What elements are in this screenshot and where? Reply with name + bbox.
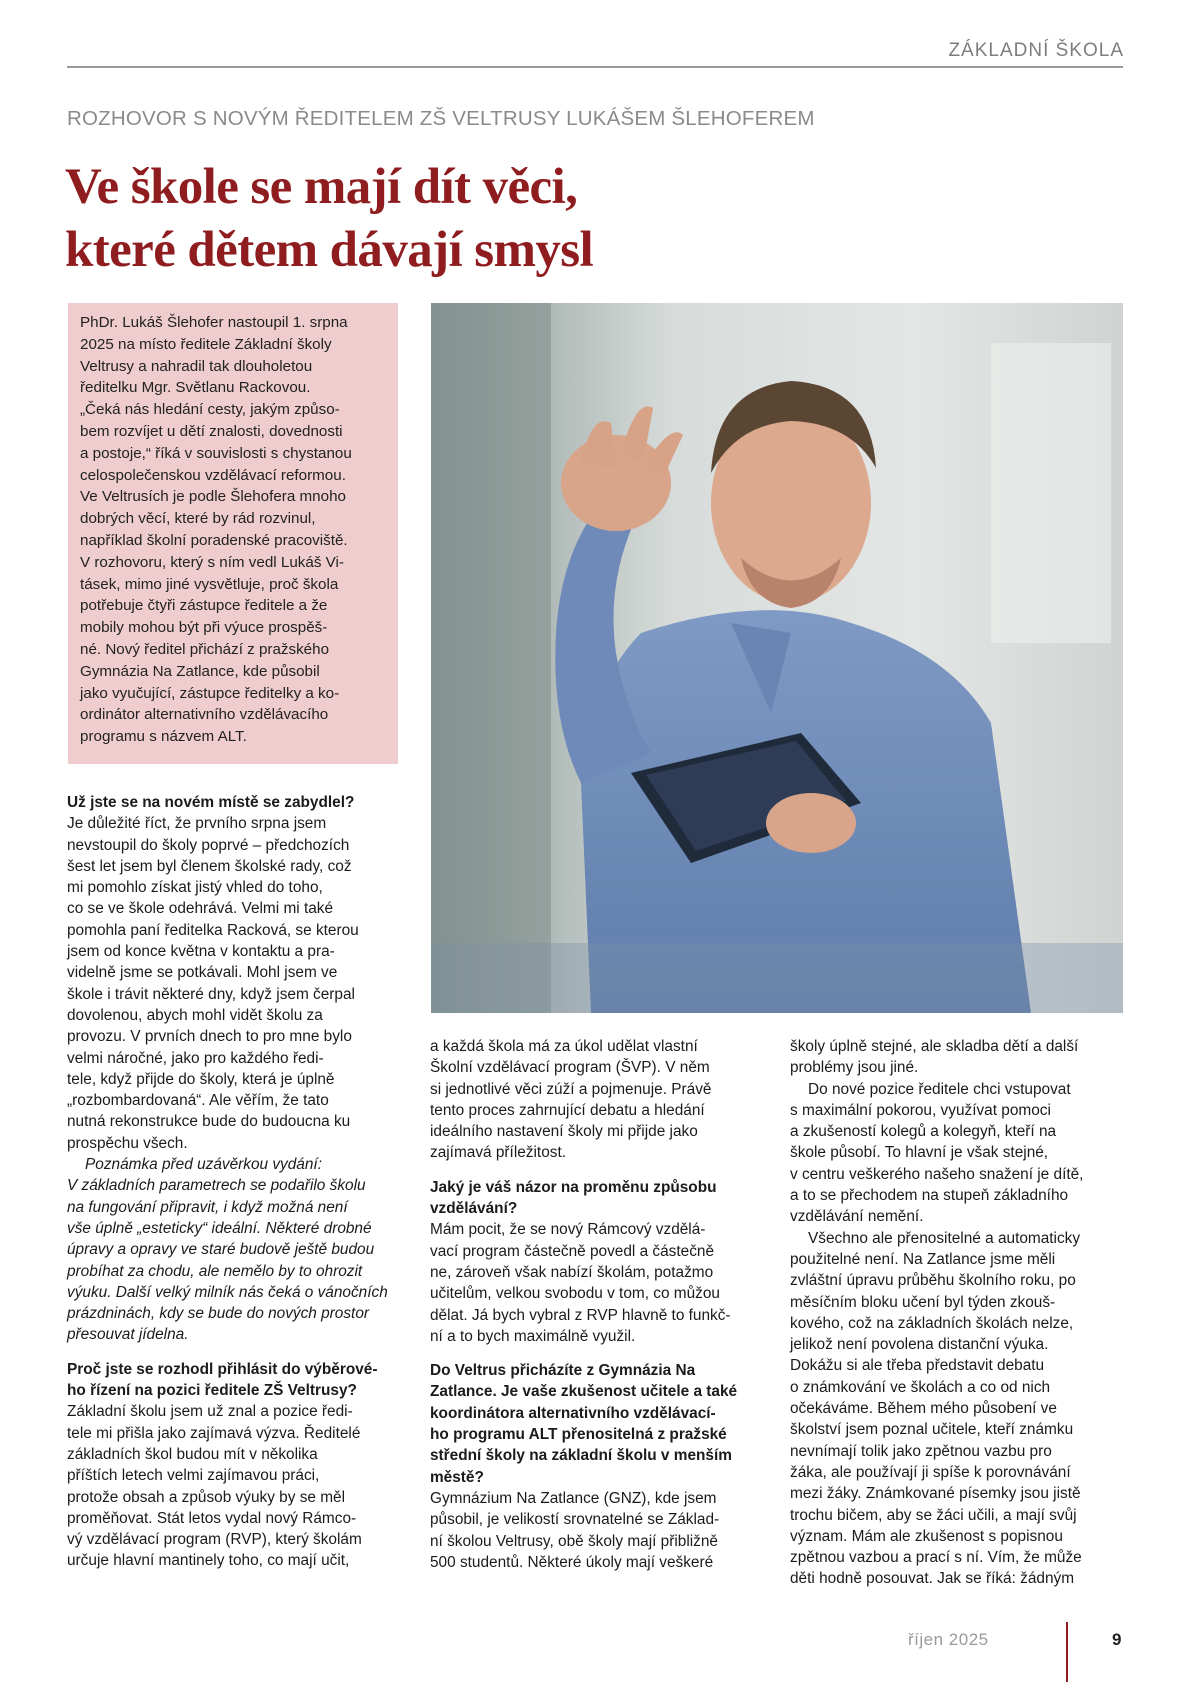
- body-line: videlně jsme se potkávali. Mohl jsem ve: [67, 964, 338, 982]
- body-line: protože obsah a způsob výuky by se měl: [67, 1488, 346, 1506]
- footer-date: říjen 2025: [908, 1630, 989, 1649]
- body-line: si jednotlivé věci zúží a pojmenuje. Právě: [430, 1080, 712, 1098]
- body-line: v centru veškerého našeho snažení je dítě,: [790, 1165, 1084, 1183]
- headline-line: které dětem dávají smysl: [65, 222, 594, 278]
- lead-line: celospolečenskou vzdělávací reformou.: [80, 466, 346, 484]
- lead-line: ordinátor alternativního vzdělávacího: [80, 706, 329, 724]
- body-line: vací program částečně povedl a částečně: [430, 1242, 715, 1260]
- paragraph-gap: [67, 1346, 405, 1359]
- lead-line: Veltrusy a nahradil tak dlouholetou: [80, 357, 313, 375]
- body-line: probíhat za chodu, ale nemělo by to ohrozit: [67, 1262, 363, 1280]
- body-line: ne, zároveň však nabízí školám, potažmo: [430, 1263, 714, 1281]
- body-line: proměňovat. Stát letos vydal nový Rámco-: [67, 1509, 357, 1527]
- headline-line: Ve škole se mají dít věci,: [65, 159, 578, 215]
- body-line: o známkování ve školách a co od nich: [790, 1378, 1051, 1396]
- lead-line: V rozhovoru, který s ním vedl Lukáš Vi-: [80, 553, 344, 571]
- body-line: zajímavá příležitost.: [430, 1144, 566, 1162]
- body-line: příštích letech velmi zajímavou práci,: [67, 1467, 320, 1485]
- body-line: Je důležité říct, že prvního srpna jsem: [67, 815, 327, 833]
- body-line: Poznámka před uzávěrkou vydání:: [85, 1156, 322, 1174]
- lead-line: Gymnázia Na Zatlance, kde působil: [80, 662, 320, 680]
- lead-line: například školní poradenské pracoviště.: [80, 531, 348, 549]
- lead-line: potřebuje čtyři zástupce ředitele a že: [80, 597, 328, 615]
- question-line: střední školy na základní školu v menším: [430, 1447, 732, 1465]
- body-line: úpravy a opravy ve staré budově ještě budou: [67, 1241, 375, 1259]
- body-line: prázdninách, kdy se bude do nových prostor: [67, 1305, 370, 1323]
- lead-line: ředitelku Mgr. Světlanu Rackovou.: [80, 379, 311, 397]
- question-line: Už jste se na novém místě se zabydlel?: [67, 794, 355, 811]
- body-line: mi pomohlo získat jistý vhled do toho,: [67, 879, 323, 897]
- body-line: Školní vzdělávací program (ŠVP). V něm: [430, 1059, 710, 1077]
- question-line: Jaký je váš názor na proměnu způsobu: [430, 1178, 717, 1196]
- article-headline: [65, 156, 593, 282]
- question-line: Zatlance. Je vaše zkušenost učitele a také: [430, 1383, 738, 1401]
- body-line: šest let jsem byl členem školské rady, což: [67, 857, 352, 875]
- body-line: ideálního nastavení školy mi přijde jako: [430, 1123, 698, 1141]
- body-line: Dokážu si ale třeba představit debatu: [790, 1357, 1045, 1375]
- body-line: Gymnázium Na Zatlance (GNZ), kde jsem: [430, 1489, 717, 1507]
- body-line: školy úplně stejné, ale skladba dětí a další: [790, 1038, 1079, 1055]
- lead-line: tásek, mimo jiné vysvětluje, proč škola: [80, 575, 339, 593]
- body-line: Všechno ale přenositelné a automaticky: [808, 1229, 1081, 1247]
- body-line: dovolenou, abych mohl vidět školu za: [67, 1006, 323, 1024]
- body-line: určuje hlavní mantinely toho, co mají učit,: [67, 1552, 350, 1570]
- body-line: děti hodně posouvat. Jak se říká: žádným: [790, 1570, 1075, 1588]
- body-line: žáka, ale používají ji spíše k porovnávání: [790, 1463, 1071, 1481]
- lead-line: 2025 na místo ředitele Základní školy: [80, 335, 332, 353]
- lead-line: programu s názvem ALT.: [80, 728, 247, 746]
- body-line: působil, je velikostí srovnatelné se Základ-: [430, 1511, 720, 1529]
- lead-line: dobrých věcí, které by rád rozvinul,: [80, 510, 316, 528]
- question-line: ho programu ALT přenositelná z pražské: [430, 1426, 727, 1444]
- body-line: zvláštní úpravu průběhu školního roku, po: [790, 1272, 1076, 1290]
- body-line: V základních parametrech se podařilo školu: [67, 1177, 366, 1195]
- body-line: „rozbombardovaná“. Ale věřím, že tato: [67, 1092, 329, 1110]
- body-line: měsíčním bloku učení byl týden zkouš-: [790, 1293, 1056, 1311]
- body-line: škole působí. To hlavní je však stejné,: [790, 1144, 1049, 1162]
- body-line: nutná rekonstrukce bude do budoucna ku: [67, 1113, 351, 1131]
- body-line: výuku. Další velký milník nás čeká o vánočních: [67, 1283, 388, 1301]
- body-line: přesouvat jídelna.: [67, 1326, 189, 1344]
- body-line: co se ve škole odehrává. Velmi mi také: [67, 900, 334, 918]
- body-line: provozu. V prvních dnech to pro mne bylo: [67, 1028, 352, 1046]
- section-label: ZÁKLADNÍ ŠKOLA: [948, 40, 1124, 61]
- body-line: trochu bičem, aby se žáci učili, a mají svůj: [790, 1506, 1077, 1524]
- body-line: velmi náročné, jako pro každého ředi-: [67, 1049, 324, 1067]
- body-line: Do nové pozice ředitele chci vstupovat: [808, 1080, 1071, 1098]
- body-line: 500 studentů. Některé úkoly mají veškeré: [430, 1553, 714, 1571]
- footer-rule: [1066, 1622, 1068, 1682]
- body-line: tele, když přijde do školy, která je úplně: [67, 1070, 335, 1088]
- body-line: problémy jsou jiné.: [790, 1059, 919, 1077]
- article-kicker: ROZHOVOR S NOVÝM ŘEDITELEM ZŠ VELTRUSY LUKÁŠEM ŠLEHOFEREM: [67, 107, 815, 130]
- lead-line: PhDr. Lukáš Šlehofer nastoupil 1. srpna: [80, 314, 348, 331]
- question-line: koordinátora alternativního vzdělávací-: [430, 1404, 716, 1422]
- lead-line: „Čeká nás hledání cesty, jakým způso-: [80, 401, 340, 419]
- body-line: a zkušeností kolegů a kolegyň, kteří na: [790, 1123, 1057, 1141]
- portrait-photo: [431, 303, 1123, 1013]
- column-2: [430, 1036, 768, 1573]
- paragraph-gap: [430, 1164, 768, 1177]
- column-3: [790, 1036, 1128, 1590]
- column-1: [67, 792, 405, 1572]
- body-line: nevstoupil do školy poprvé – předchozích: [67, 836, 350, 854]
- body-line: kového, což na základních školách nelze,: [790, 1314, 1074, 1332]
- body-line: zpětnou vazbou a prací s ní. Vím, že může: [790, 1549, 1082, 1567]
- body-line: prospěchu všech.: [67, 1134, 188, 1152]
- lead-line: jako vyučující, zástupce ředitelky a ko-: [80, 684, 340, 702]
- question-line: vzdělávání?: [430, 1200, 518, 1218]
- body-line: tele mi přišla jako zajímavá výzva. Ředitelé: [67, 1424, 361, 1442]
- body-line: Základní školu jsem už znal a pozice ředi-: [67, 1403, 353, 1421]
- body-line: na fungování připravit, i když možná není: [67, 1198, 348, 1216]
- body-line: vzdělávání nemění.: [790, 1208, 924, 1226]
- lead-line: Ve Veltrusích je podle Šlehofera mnoho: [80, 488, 346, 506]
- body-line: s maximální pokorou, využívat pomoci: [790, 1101, 1051, 1119]
- page-number: 9: [1112, 1630, 1122, 1649]
- body-line: jelikož není povolena distanční výuka.: [790, 1336, 1049, 1354]
- question-line: městě?: [430, 1468, 484, 1486]
- body-line: dělat. Já bych vybral z RVP hlavně to funkč-: [430, 1306, 731, 1324]
- body-line: a to se přechodem na stupeň základního: [790, 1187, 1069, 1205]
- body-line: školství jsem poznal učitele, kteří známku: [790, 1421, 1074, 1439]
- body-line: použitelné není. Na Zatlance jsme měli: [790, 1250, 1056, 1268]
- top-rule: [67, 66, 1123, 68]
- body-line: očekáváme. Během mého působení ve: [790, 1400, 1057, 1418]
- body-line: pomohla paní ředitelka Racková, se kterou: [67, 921, 359, 939]
- body-line: význam. Mám ale zkušenost s popisnou: [790, 1527, 1063, 1545]
- body-line: ní a to bych maximálně využil.: [430, 1327, 636, 1345]
- body-line: základních škol budou mít v několika: [67, 1445, 318, 1463]
- question-line: Proč jste se rozhodl přihlásit do výběrové-: [67, 1360, 378, 1378]
- paragraph-gap: [430, 1347, 768, 1360]
- body-line: mezi žáky. Známkované písemky jsou jistě: [790, 1485, 1081, 1503]
- question-line: ho řízení na pozici ředitele ZŠ Veltrusy?: [67, 1382, 357, 1400]
- body-line: Mám pocit, že se nový Rámcový vzdělá-: [430, 1221, 706, 1239]
- question-line: Do Veltrus přicházíte z Gymnázia Na: [430, 1362, 696, 1380]
- lead-line: mobily mohou být při výuce prospěš-: [80, 619, 328, 637]
- body-line: nevnímají tolik jako zpětnou vazbu pro: [790, 1442, 1052, 1460]
- body-line: a každá škola má za úkol udělat vlastní: [430, 1038, 698, 1055]
- body-line: učitelům, velkou svobodu v tom, co můžou: [430, 1285, 720, 1303]
- lead-box: [68, 303, 398, 764]
- body-line: jsem od konce května v kontaktu a pra-: [67, 943, 335, 961]
- body-line: vše úplně „esteticky“ ideální. Některé drobné: [67, 1219, 372, 1237]
- body-line: tento proces zahrnující debatu a hledání: [430, 1101, 705, 1119]
- lead-line: bem rozvíjet u dětí znalosti, dovednosti: [80, 422, 343, 440]
- lead-line: a postoje,“ říká v souvislosti s chystanou: [80, 444, 352, 462]
- body-line: škole i trávit některé dny, když jsem čerpal: [67, 985, 355, 1003]
- body-line: vý vzdělávací program (RVP), který školám: [67, 1531, 362, 1549]
- body-line: ní školou Veltrusy, obě školy mají přibližně: [430, 1532, 718, 1550]
- lead-line: né. Nový ředitel přichází z pražského: [80, 640, 330, 658]
